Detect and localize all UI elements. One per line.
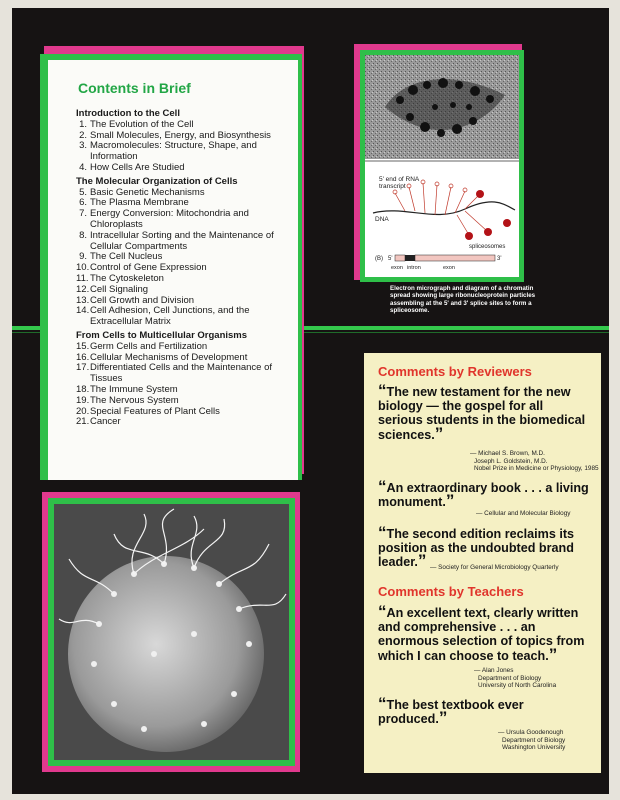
toc-chapter-title: Special Features of Plant Cells: [90, 405, 220, 417]
teacher-quote-1: “An excellent text, clearly written and comprehensive . . . an enormous selection of topics from which I can choose to teach.”: [378, 602, 585, 664]
toc-chapter-title: Germ Cells and Fertilization: [90, 340, 208, 352]
toc-chapter-title: Differentiated Cells and the Maintenance of Tissues: [90, 362, 273, 385]
toc-chapter-number: 2.: [79, 129, 87, 141]
toc-chapter-title: Energy Conversion: Mitochondria and Chloroplasts: [90, 208, 249, 230]
toc-chapter-number: 1.: [79, 118, 87, 130]
toc-chapter-number: 17.: [76, 362, 90, 374]
toc-chapter-number: 18.: [76, 383, 90, 395]
egg-cell: [68, 556, 264, 752]
reviewer-quote-2-attribution: — Cellular and Molecular Biology: [476, 510, 571, 517]
attr-goldstein: Joseph L. Goldstein, M.D.: [474, 457, 548, 465]
toc-chapter: [76, 417, 294, 428]
toc-chapter: [76, 342, 294, 353]
toc-chapter: [76, 120, 294, 131]
attr-brown: — Michael S. Brown, M.D.: [470, 450, 545, 457]
toc-chapter-number: 5.: [79, 186, 87, 198]
toc-chapter-title: The Immune System: [90, 383, 178, 395]
attr-goodenough-dept: Department of Biology: [502, 736, 566, 744]
toc-chapter-number: 6.: [79, 197, 87, 209]
contents-title: Contents in Brief: [78, 80, 191, 96]
toc-chapter-title: Intracellular Sorting and the Maintenance of Cellular Compartments: [90, 229, 274, 252]
toc-chapter-title: How Cells Are Studied: [90, 161, 185, 173]
toc-chapter-number: 21.: [76, 416, 90, 428]
egg-sperm-image: [54, 504, 289, 760]
toc-chapter: [76, 306, 294, 328]
rna-label-1: 5' end of RNA: [379, 176, 420, 183]
toc-chapter: [76, 396, 294, 407]
toc-chapter-number: 4.: [79, 161, 87, 173]
exon-left-box: [395, 255, 405, 261]
toc-chapter: [76, 141, 294, 163]
dna-label: DNA: [375, 216, 389, 223]
toc-chapter-number: 19.: [76, 394, 90, 406]
toc-chapter-title: Cell Adhesion, Cell Junctions, and the Extracellular Matrix: [90, 305, 250, 328]
attr-nobel: Nobel Prize in Medicine or Physiology, 1985: [474, 465, 599, 473]
reviewer-quote-1: “The new testament for the new biology — the gospel for all serious students in the biomedical sciences.”: [378, 381, 586, 443]
toc-chapter-title: Basic Genetic Mechanisms: [90, 186, 205, 198]
toc-chapter-title: Cellular Mechanisms of Development: [90, 351, 248, 363]
panel-b-label: (B): [375, 256, 383, 262]
spliceosomes-label: spliceosomes: [469, 244, 506, 250]
toc-chapter-title: Cancer: [90, 416, 121, 428]
toc-chapter-number: 3.: [79, 140, 87, 152]
sem-photo: [48, 498, 295, 766]
attr-jones: — Alan Jones: [474, 667, 514, 674]
three-prime-label: 3': [497, 256, 502, 262]
toc-chapter-title: The Cytoskeleton: [90, 272, 164, 284]
teacher-quote-1-text: An excellent text, clearly written and comprehensive . . . an enormous selection of topics from which I can choose to teach.: [378, 606, 585, 663]
reviewer-quote-3-attribution: — Society for General Microbiology Quarterly: [430, 564, 559, 571]
reviewers-heading: Comments by Reviewers: [378, 364, 532, 379]
toc-chapter-number: 8.: [79, 229, 87, 241]
toc-part-title: The Molecular Organization of Cells: [76, 175, 238, 187]
reviewer-quote-3: “The second edition reclaims its position as the undoubted brand leader.”: [378, 523, 575, 571]
attr-jones-dept: Department of Biology: [478, 674, 542, 682]
book-back-cover: [12, 8, 609, 794]
five-prime-label: 5': [388, 256, 393, 262]
exon-right-box: [415, 255, 495, 261]
toc-chapter-title: Cell Signaling: [90, 283, 149, 295]
toc-chapter-title: Cell Growth and Division: [90, 294, 195, 306]
toc-part-title: Introduction to the Cell: [76, 108, 180, 119]
table-of-contents: [76, 106, 294, 428]
toc-chapter-number: 16.: [76, 351, 90, 363]
attr-jones-univ: University of North Carolina: [478, 682, 557, 690]
toc-chapter-number: 11.: [76, 272, 89, 284]
toc-chapter: [76, 363, 294, 385]
toc-chapter-title: The Plasma Membrane: [90, 197, 189, 209]
reviewer-quote-2: “An extraordinary book . . . a living monument.”: [378, 477, 589, 511]
toc-chapter: [76, 163, 294, 174]
exon-right-label: exon: [443, 265, 455, 271]
toc-chapter-number: 14.: [76, 305, 90, 317]
toc-chapter-number: 13.: [76, 294, 90, 306]
toc-chapter-title: Control of Gene Expression: [90, 262, 207, 274]
toc-chapter-number: 15.: [76, 340, 90, 352]
chromatin-figure-svg: [365, 55, 519, 277]
toc-chapter-title: The Cell Nucleus: [90, 251, 163, 263]
toc-chapter-title: The Nervous System: [90, 394, 179, 406]
contents-card: [48, 60, 298, 480]
toc-chapter-number: 20.: [76, 405, 90, 417]
toc-chapter-title: Macromolecules: Structure, Shape, and Information: [90, 140, 257, 163]
teacher-quote-1-attribution: [474, 667, 556, 690]
reviewer-quote-3-text: The second edition reclaims its position as the undoubted brand leader.: [378, 527, 575, 570]
toc-chapter-number: 10.: [76, 262, 90, 274]
toc-chapter-title: Small Molecules, Energy, and Biosynthesis: [90, 129, 271, 141]
toc-chapter-title: The Evolution of the Cell: [90, 118, 194, 130]
exon-left-label: exon: [391, 265, 403, 271]
figure-caption: Electron micrograph and diagram of a chromatin spread showing large ribonucleoprotein particles assembling at the 5' and 3' splice sites to form a spliceosome.: [390, 285, 536, 315]
toc-chapter-number: 12.: [76, 283, 90, 295]
micrograph-diagram-figure: [360, 50, 524, 282]
toc-chapter: [76, 209, 294, 231]
reviewer-quote-1-text: The new testament for the new biology — the gospel for all serious students in the biomedical sciences.: [378, 385, 586, 442]
comments-card: [364, 353, 601, 773]
teachers-heading: Comments by Teachers: [378, 584, 524, 599]
attr-goodenough-univ: Washington University: [502, 744, 566, 752]
toc-part-title: From Cells to Multicellular Organisms: [76, 329, 248, 341]
intron-label: intron: [407, 265, 421, 271]
reviewer-quote-2-text: An extraordinary book . . . a living monument.: [378, 481, 589, 510]
intron-box: [405, 255, 415, 261]
teacher-quote-2: “The best textbook ever produced.”: [378, 694, 524, 728]
teacher-quote-2-attribution: [498, 729, 565, 752]
toc-chapter-number: 7.: [79, 208, 87, 220]
attr-goodenough: — Ursula Goodenough: [498, 729, 564, 736]
reviewer-quote-1-attribution: [470, 450, 599, 473]
toc-chapter: [76, 285, 294, 296]
toc-chapter: [76, 231, 294, 253]
teacher-quote-2-text: The best textbook ever produced.: [378, 698, 524, 727]
toc-chapter-number: 9.: [79, 251, 87, 263]
rna-label-2: transcript: [379, 183, 406, 190]
